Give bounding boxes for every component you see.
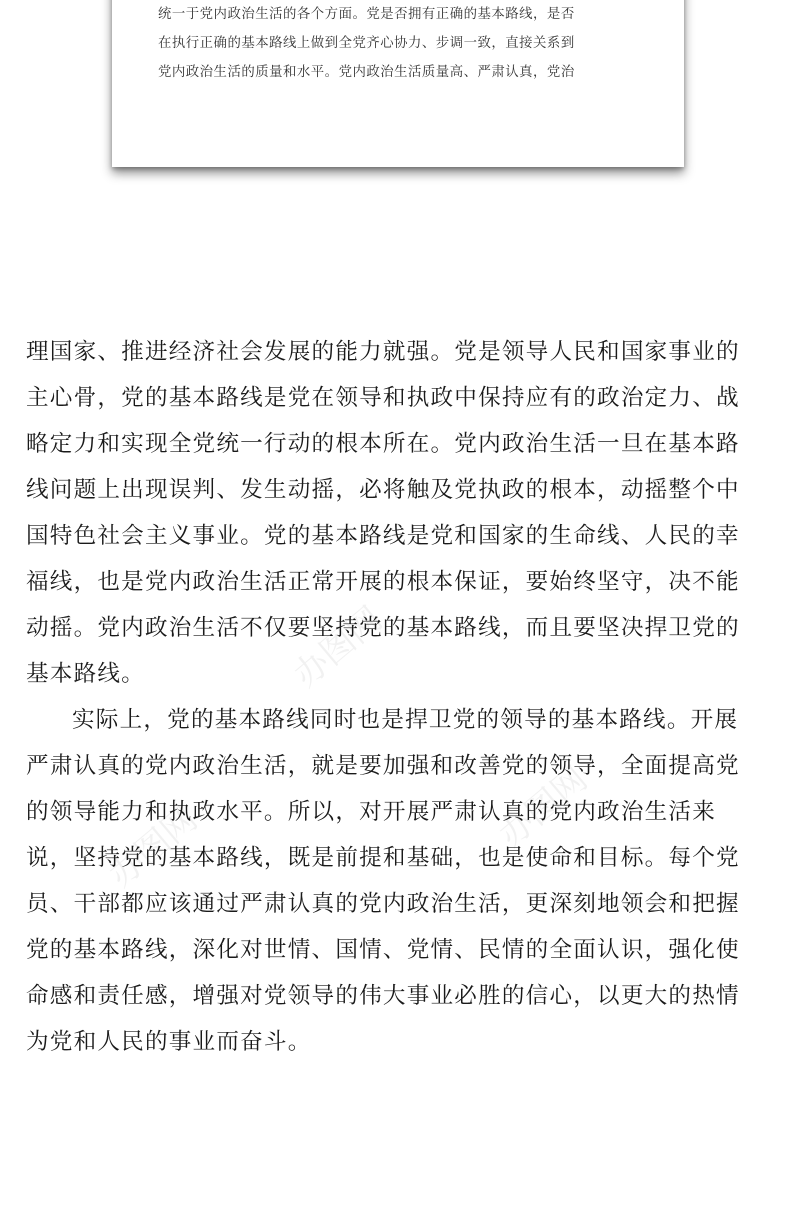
page-preview-card <box>112 0 684 167</box>
text-line: 略定力和实现全党统一行动的根本所在。党内政治生活一旦在基本路 <box>26 431 740 457</box>
text-line: 的领导能力和执政水平。所以，对开展严肃认真的党内政治生活来 <box>26 799 717 825</box>
text-line: 动摇。党内政治生活不仅要坚持党的基本路线，而且要坚决捍卫党的 <box>26 615 740 641</box>
paragraph-1 <box>26 329 778 697</box>
text-line: 命感和责任感，增强对党领导的伟大事业必胜的信心，以更大的热情 <box>26 983 740 1009</box>
text-line: 基本路线。 <box>26 661 145 687</box>
text-line: 线问题上出现误判、发生动摇，必将触及党执政的根本，动摇整个中 <box>26 477 740 503</box>
text-line: 国特色社会主义事业。党的基本路线是党和国家的生命线、人民的幸 <box>26 523 740 549</box>
text-line: 说，坚持党的基本路线，既是前提和基础，也是使命和目标。每个党 <box>26 845 740 871</box>
preview-line: 党内政治生活的质量和水平。党内政治生活质量高、严肃认真，党治 <box>158 65 575 80</box>
preview-line: 在执行正确的基本路线上做到全党齐心协力、步调一致，直接关系到 <box>158 36 575 51</box>
watermark: 办图网 <box>286 599 391 696</box>
text-line: 严肃认真的党内政治生活，就是要加强和改善党的领导，全面提高党 <box>26 753 740 779</box>
text-line: 为党和人民的事业而奋斗。 <box>26 1029 312 1055</box>
watermark: 办图网 <box>491 759 596 856</box>
text-line: 理国家、推进经济社会发展的能力就强。党是领导人民和国家事业的 <box>26 339 740 365</box>
text-line: 福线，也是党内政治生活正常开展的根本保证，要始终坚守，决不能 <box>26 569 740 595</box>
paragraph-2 <box>26 697 778 1065</box>
text-line: 员、干部都应该通过严肃认真的党内政治生活，更深刻地领会和把握 <box>26 891 740 917</box>
text-line: 主心骨，党的基本路线是党在领导和执政中保持应有的政治定力、战 <box>26 385 740 411</box>
document-body <box>26 329 778 1065</box>
preview-line: 统一于党内政治生活的各个方面。党是否拥有正确的基本路线，是否 <box>158 7 575 22</box>
text-line: 党的基本路线，深化对世情、国情、党情、民情的全面认识，强化使 <box>26 937 740 963</box>
text-line: 实际上，党的基本路线同时也是捍卫党的领导的基本路线。开展 <box>72 707 739 733</box>
watermark: 办图网 <box>101 799 206 896</box>
preview-text-block <box>158 0 648 87</box>
